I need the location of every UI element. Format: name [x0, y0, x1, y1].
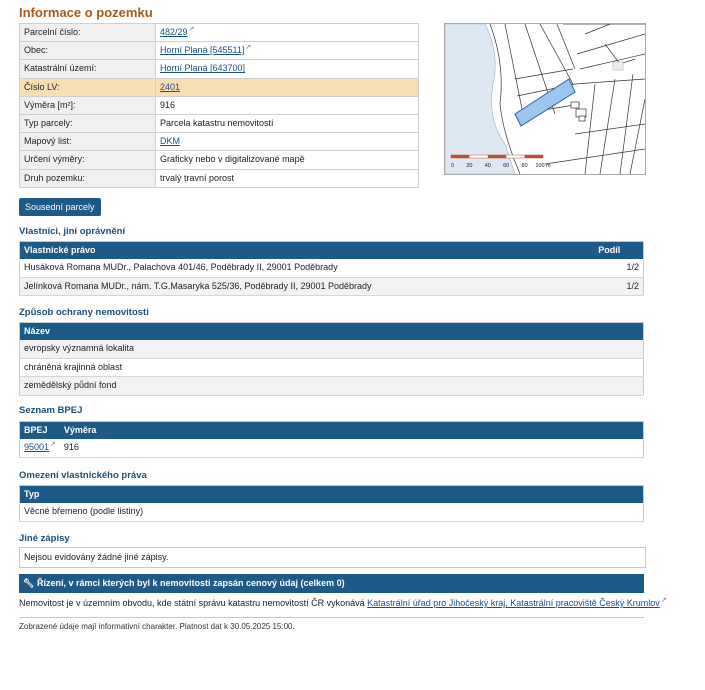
info-value-cell [156, 169, 419, 187]
table-row [20, 503, 644, 521]
info-value: Parcela katastru nemovitostí [160, 118, 274, 129]
protection-name: chráněná krajinná oblast [20, 358, 644, 377]
info-label: Druh pozemku: [20, 169, 156, 187]
parcel-info-table [19, 23, 419, 188]
info-value-cell [156, 78, 419, 96]
other-records-title: Jiné zápisy [19, 533, 70, 544]
owner-share: 1/2 [594, 259, 643, 277]
bpej-code [20, 439, 60, 457]
owners-section-title: Vlastníci, jiní oprávnění [19, 226, 126, 237]
restrictions-table [19, 485, 644, 522]
cadastral-office-link[interactable]: Katastrální úřad pro Jihočeský kraj, Katastrální pracoviště Český Krumlov [367, 598, 660, 608]
bpej-area: 916 [60, 439, 644, 457]
proceedings-bar[interactable] [19, 574, 644, 593]
info-value: Graficky nebo v digitalizované mapě [160, 154, 305, 165]
table-row [20, 439, 644, 457]
info-value-cell [156, 151, 419, 169]
external-link-icon: ↗ [245, 44, 252, 52]
bpej-table [19, 421, 644, 458]
info-value: trvalý travní porost [160, 172, 235, 183]
table-row [20, 377, 644, 396]
bpej-header-code: BPEJ [20, 422, 60, 440]
info-value-cell [156, 42, 419, 60]
other-records-text: Nejsou evidovány žádné jiné zápisy. [19, 547, 646, 568]
info-row [20, 42, 419, 60]
info-label: Parcelní číslo: [20, 24, 156, 42]
table-row [20, 358, 644, 377]
info-value: 916 [160, 99, 176, 110]
info-value-link[interactable]: 482/29 [160, 27, 188, 37]
map-selected-parcel [515, 79, 575, 126]
cadastral-office-note [19, 598, 667, 608]
owners-header-share: Podíl [594, 242, 643, 260]
info-value-cell [156, 24, 419, 42]
info-row [20, 24, 419, 42]
proceedings-label: Řízení, v rámci kterých byl k nemovitosti zapsán cenový údaj (celkem 0) [36, 578, 345, 588]
info-value-link[interactable]: Horní Planá [545511] [160, 45, 245, 56]
info-row [20, 60, 419, 78]
restrictions-section-title: Omezení vlastnického práva [19, 470, 147, 481]
info-value-cell [156, 96, 419, 114]
scale-label: 20 [466, 163, 473, 169]
scale-label: 100 m [535, 163, 551, 169]
table-row [20, 277, 644, 296]
scale-label: 40 [484, 163, 491, 169]
restriction-type: Věcné břemeno (podle listiny) [20, 503, 644, 521]
parcel-map[interactable] [444, 23, 646, 175]
page-title: Informace o pozemku [19, 5, 153, 20]
info-value-cell [156, 133, 419, 151]
validity-footer: Zobrazené údaje mají informativní charakter. Platnost dat k 30.05.2025 15:00. [19, 617, 644, 631]
map-parcel-lines [490, 24, 645, 174]
owner-name: Jelínková Romana MUDr., nám. T.G.Masaryka 525/36, Poděbrady II, 29001 Poděbrady [20, 277, 595, 296]
info-label: Mapový list: [20, 133, 156, 151]
info-value-link[interactable]: Horní Planá [643700] [160, 63, 246, 74]
info-label: Obec: [20, 42, 156, 60]
info-row [20, 96, 419, 114]
info-row [20, 169, 419, 187]
office-prefix: Nemovitost je v územním obvodu, kde státní správu katastru nemovitostí ČR vykonává [19, 598, 365, 608]
table-row [20, 340, 644, 358]
map-canvas [445, 24, 645, 174]
info-row [20, 115, 419, 133]
protection-name: evropsky významná lokalita [20, 340, 644, 358]
bpej-header-area: Výměra [60, 422, 644, 440]
external-link-icon: ↗ [660, 597, 667, 604]
info-label: Číslo LV: [20, 78, 156, 96]
info-label: Katastrální území: [20, 60, 156, 78]
table-row [20, 259, 644, 277]
owner-name: Husáková Romana MUDr., Palachova 401/46, Poděbrady II, 29001 Poděbrady [20, 259, 595, 277]
protection-section-title: Způsob ochrany nemovitosti [19, 307, 149, 318]
owners-table [19, 241, 644, 296]
neighbor-parcels-button[interactable]: Sousední parcely [19, 198, 101, 216]
external-link-icon: ↗ [188, 26, 195, 33]
protection-table [19, 322, 644, 396]
owners-header-right: Vlastnické právo [20, 242, 595, 260]
info-value-link[interactable]: DKM [160, 136, 180, 147]
info-label: Výměra [m²]: [20, 96, 156, 114]
protection-name: zemědělský půdní fond [20, 377, 644, 396]
info-value-cell [156, 60, 419, 78]
map-water-area [445, 24, 515, 174]
map-buildings [571, 62, 623, 121]
info-row [20, 151, 419, 169]
wrench-icon: 🔧︎ [23, 578, 35, 588]
info-label: Typ parcely: [20, 115, 156, 133]
scale-label: 80 [521, 163, 528, 169]
info-value-link[interactable]: 2401 [160, 81, 181, 92]
scale-label: 60 [503, 163, 510, 169]
info-row [20, 133, 419, 151]
restrictions-header-type: Typ [20, 486, 644, 504]
bpej-section-title: Seznam BPEJ [19, 405, 83, 416]
info-label: Určení výměry: [20, 151, 156, 169]
bpej-code-link[interactable]: 95001 [24, 442, 50, 452]
owner-share: 1/2 [594, 277, 643, 296]
protection-header-name: Název [20, 323, 644, 341]
info-row [20, 78, 419, 96]
scale-label: 0 [451, 163, 455, 169]
info-value-cell [156, 115, 419, 133]
external-link-icon: ↗ [50, 441, 56, 448]
